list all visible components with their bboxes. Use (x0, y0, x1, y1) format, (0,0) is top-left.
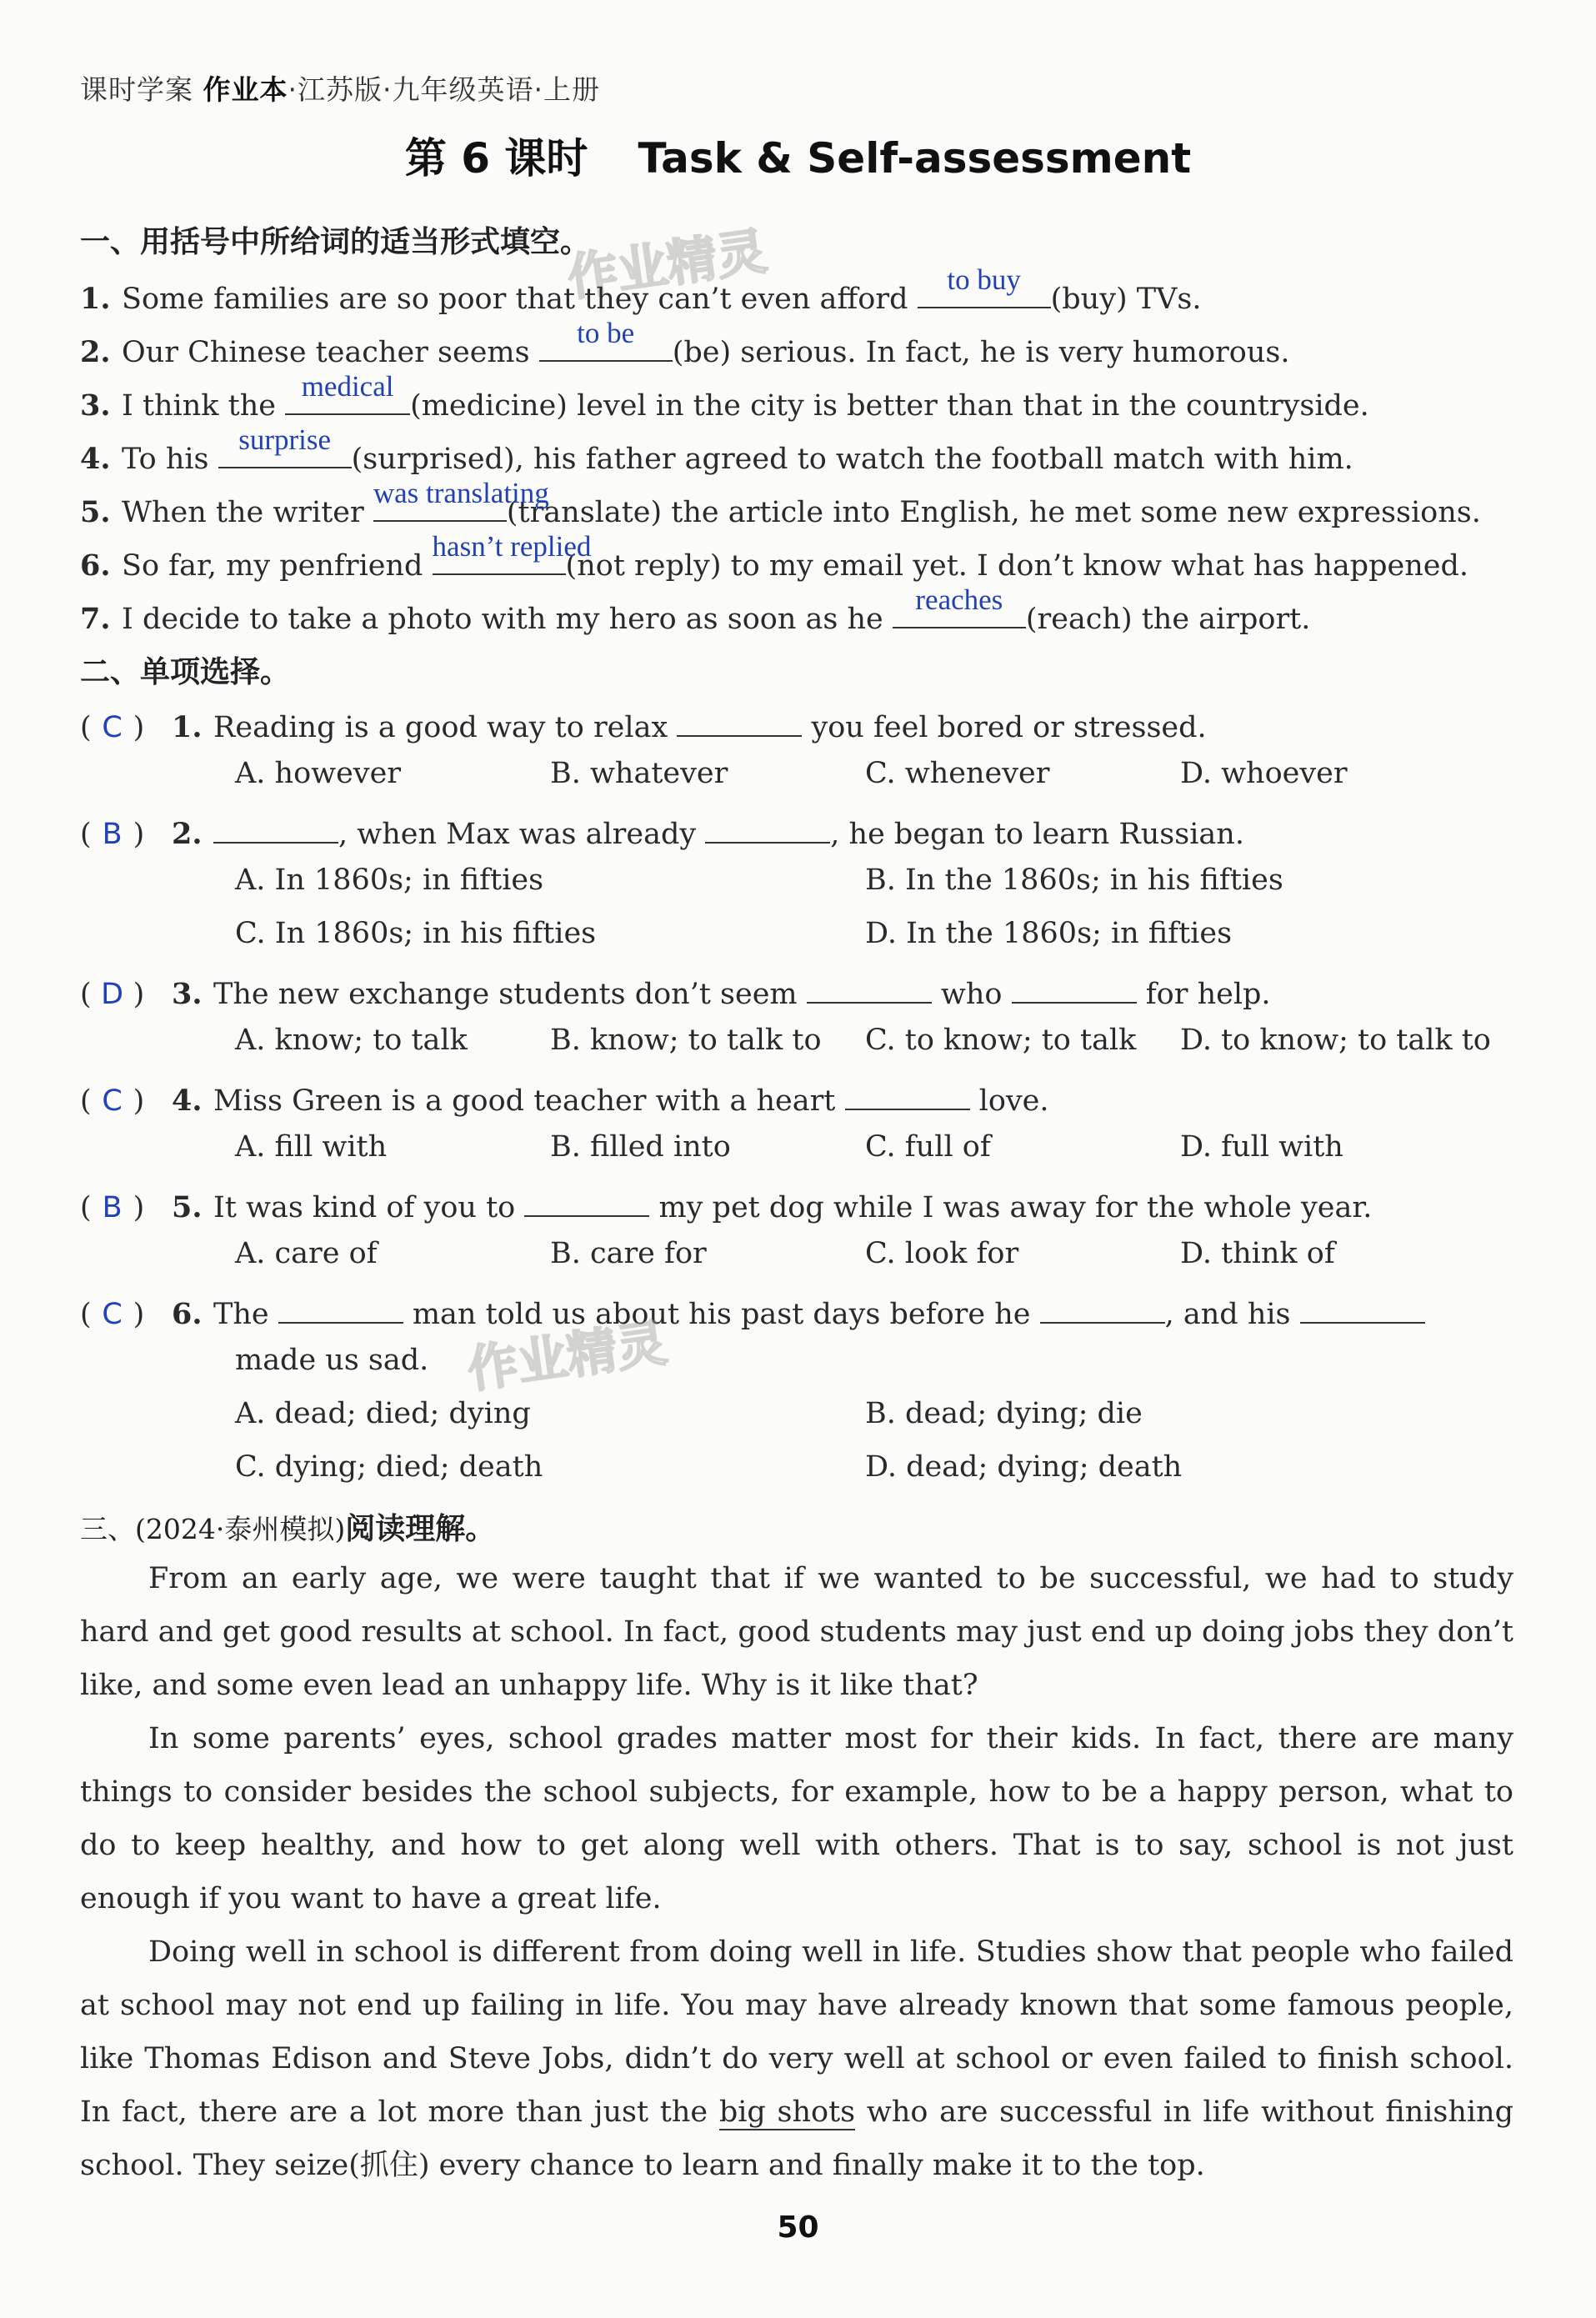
mc-answer[interactable]: B (102, 1191, 123, 1224)
option-c[interactable]: C. look for (865, 1237, 1019, 1270)
page-title (0, 125, 1596, 185)
handwritten-answer: was translating (373, 477, 549, 509)
option-b[interactable]: B. know; to talk to (550, 1024, 822, 1057)
watermark: 作业精灵 (563, 222, 771, 308)
watermark: 作业精灵 (463, 1314, 671, 1400)
answer-blank[interactable] (1300, 1290, 1425, 1324)
fill-item-2: 2. Our Chinese teacher seems to be (be) serious. In fact, he is very humorous. (80, 317, 1290, 369)
option-c[interactable]: C. whenever (865, 757, 1050, 790)
reading-passage (80, 1552, 1513, 2192)
answer-blank[interactable] (539, 317, 673, 362)
answer-blank[interactable] (918, 263, 1051, 308)
answer-blank[interactable] (285, 370, 410, 415)
header-rest: ·江苏版·九年级英语·上册 (288, 73, 600, 106)
option-c[interactable]: C. In 1860s; in his fifties (235, 917, 597, 950)
answer-blank[interactable] (278, 1290, 403, 1324)
option-a[interactable]: A. fill with (235, 1130, 388, 1164)
answer-blank[interactable] (524, 1184, 649, 1217)
option-a[interactable]: A. however (235, 757, 402, 790)
answer-blank[interactable] (845, 1077, 970, 1110)
option-c[interactable]: C. dying; died; death (235, 1450, 543, 1484)
option-d[interactable]: D. think of (1180, 1237, 1335, 1270)
option-d[interactable]: D. to know; to talk to (1180, 1024, 1491, 1057)
fill-item-5: 5. When the writer was translating (translate) the article into English, he met some new expressions. (80, 477, 1481, 529)
mc-answer[interactable]: C (102, 1298, 123, 1331)
handwritten-answer: to be (577, 317, 635, 349)
underlined-phrase: big shots (718, 2095, 856, 2129)
mc-answer[interactable]: B (102, 818, 123, 851)
fill-item-7: 7. I decide to take a photo with my hero as soon as he reaches (reach) the airport. (80, 583, 1311, 636)
header-book: 作业本 (203, 73, 288, 106)
section-2-heading: 二、单项选择。 (80, 655, 291, 689)
answer-blank[interactable] (893, 583, 1026, 628)
fill-item-6: 6. So far, my penfriend hasn’t replied (not reply) to my email yet. I don’t know what has happened. (80, 530, 1468, 583)
book-header (80, 68, 600, 108)
section-3-source: 三、(2024·泰州模拟) (80, 1513, 346, 1545)
answer-blank[interactable] (218, 423, 352, 468)
option-a[interactable]: A. care of (235, 1237, 378, 1270)
header-brand: 课时学案 (80, 73, 193, 106)
answer-blank[interactable] (432, 530, 592, 575)
handwritten-answer: medical (301, 370, 394, 403)
option-c[interactable]: C. to know; to talk (865, 1024, 1137, 1057)
option-a[interactable]: A. know; to talk (235, 1024, 468, 1057)
option-b[interactable]: B. dead; dying; die (865, 1397, 1143, 1430)
mc-answer[interactable]: C (102, 711, 123, 744)
option-b[interactable]: B. care for (550, 1237, 707, 1270)
option-a[interactable]: A. In 1860s; in fifties (235, 864, 544, 897)
mc-question-6-cont: made us sad. (235, 1344, 429, 1377)
handwritten-answer: reaches (915, 583, 1003, 616)
answer-blank[interactable] (807, 970, 932, 1004)
answer-blank[interactable] (1040, 1290, 1165, 1324)
mc-question-1: ( C ) 1. Reading is a good way to relax you feel bored or stressed. (80, 703, 1207, 744)
page-number: 50 (777, 2210, 819, 2245)
mc-question-4: ( C ) 4. Miss Green is a good teacher with a heart love. (80, 1077, 1049, 1118)
option-b[interactable]: B. whatever (550, 757, 728, 790)
mc-question-6: ( C ) 6. The man told us about his past days before he , and his (80, 1290, 1425, 1331)
mc-answer[interactable]: C (102, 1084, 123, 1118)
answer-blank[interactable] (1012, 970, 1137, 1004)
option-b[interactable]: B. filled into (550, 1130, 731, 1164)
option-c[interactable]: C. full of (865, 1130, 991, 1164)
handwritten-answer: to buy (947, 263, 1021, 296)
fill-item-1: 1. Some families are so poor that they can’t even afford to buy (buy) TVs. (80, 263, 1202, 316)
mc-question-2: ( B ) 2. , when Max was already , he began to learn Russian. (80, 810, 1244, 851)
option-d[interactable]: D. whoever (1180, 757, 1348, 790)
passage-paragraph-1: From an early age, we were taught that if we wanted to be successful, we had to study hard and get good results at school. In fact, good students may just end up doing jobs they don’t like, and some even lead an unhappy life. Why is it like that? (80, 1562, 1513, 1702)
passage-paragraph-2: In some parents’ eyes, school grades matter most for their kids. In fact, there are many things to consider besides the school subjects, for example, how to be a happy person, what to do to keep healthy, and how to get along well with others. That is to say, school is not just enough if you want to have a great life. (80, 1722, 1513, 1915)
section-1-heading: 一、用括号中所给词的适当形式填空。 (80, 225, 591, 259)
option-b[interactable]: B. In the 1860s; in his fifties (865, 864, 1283, 897)
lesson-number: 第 6 课时 (404, 134, 588, 183)
option-a[interactable]: A. dead; died; dying (235, 1397, 531, 1430)
option-d[interactable]: D. In the 1860s; in fifties (865, 917, 1233, 950)
handwritten-answer: hasn’t replied (432, 530, 592, 563)
section-3-heading: 三、(2024·泰州模拟)阅读理解。 (80, 1512, 496, 1546)
option-d[interactable]: D. dead; dying; death (865, 1450, 1183, 1484)
handwritten-answer: surprise (238, 423, 332, 456)
mc-question-5: ( B ) 5. It was kind of you to my pet dog while I was away for the whole year. (80, 1184, 1372, 1224)
answer-blank[interactable] (677, 703, 802, 737)
fill-item-4: 4. To his surprise (surprised), his father agreed to watch the football match with him. (80, 423, 1353, 476)
answer-blank[interactable] (705, 810, 830, 844)
lesson-topic: Task & Self-assessment (638, 134, 1192, 183)
mc-answer[interactable]: D (101, 978, 124, 1011)
option-d[interactable]: D. full with (1180, 1130, 1343, 1164)
answer-blank[interactable] (373, 477, 549, 522)
mc-question-3: ( D ) 3. The new exchange students don’t seem who for help. (80, 970, 1271, 1011)
answer-blank[interactable] (213, 810, 338, 844)
fill-item-3: 3. I think the medical (medicine) level in the city is better than that in the countryside. (80, 370, 1369, 423)
passage-paragraph-3: Doing well in school is different from doing well in life. Studies show that people who failed at school may not end up failing in life. You may have already known that some famous people, like Thomas Edison and Steve Jobs, didn’t do very well at school or even failed to finish school. In fact, there are a lot more than just the big shots who are successful in life without finishing school. They seize(抓住) every chance to learn and finally make it to the top. (80, 1935, 1514, 2182)
